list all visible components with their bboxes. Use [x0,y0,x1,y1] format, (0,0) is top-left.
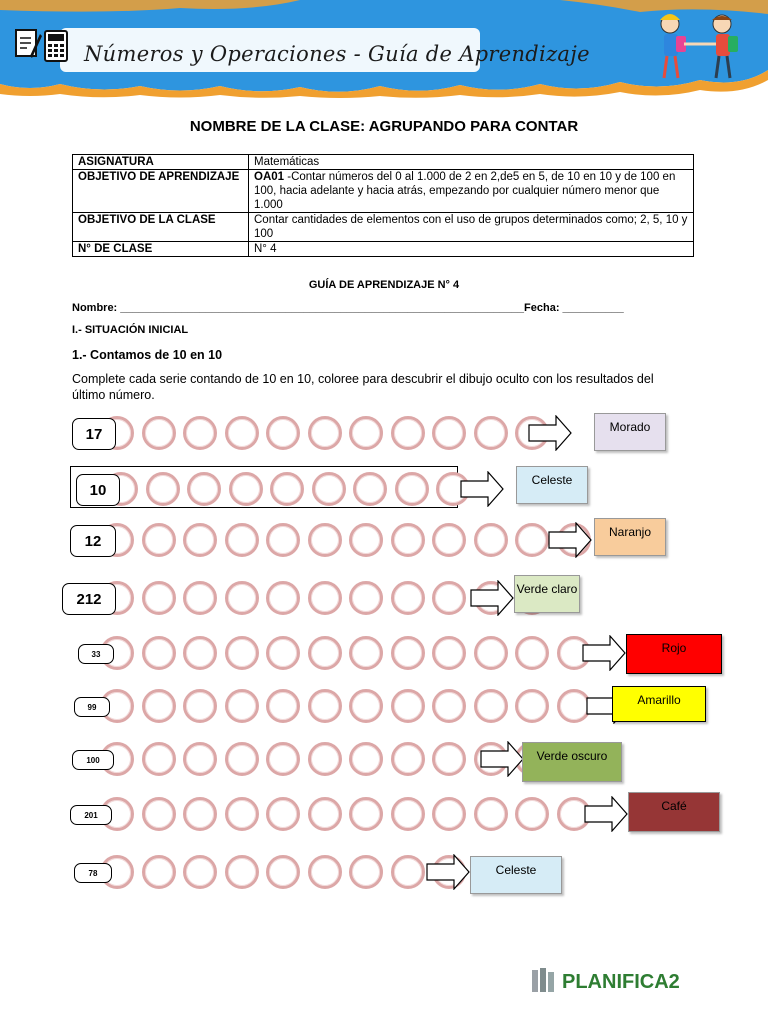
answer-circle[interactable] [391,523,425,557]
planifica2-logo [530,964,710,996]
answer-circle[interactable] [312,472,346,506]
header-title: Números y Operaciones - Guía de Aprendizaje [84,42,590,66]
answer-circle[interactable] [183,689,217,723]
answer-circle[interactable] [229,472,263,506]
answer-circle[interactable] [349,581,383,615]
answer-circle[interactable] [474,636,508,670]
subsection-heading: 1.- Contamos de 10 en 10 [72,348,223,362]
right-arrow-icon [528,415,572,451]
right-arrow-icon [584,796,628,832]
series-start-number: 100 [72,750,114,770]
answer-circle[interactable] [183,523,217,557]
answer-circle[interactable] [515,689,549,723]
answer-circle[interactable] [183,416,217,450]
answer-circle[interactable] [391,797,425,831]
answer-circle[interactable] [349,636,383,670]
answer-circle[interactable] [349,689,383,723]
answer-circle[interactable] [349,416,383,450]
answer-circle[interactable] [432,636,466,670]
worksheet-icon [14,26,42,60]
answer-circle[interactable] [266,416,300,450]
answer-circle[interactable] [308,636,342,670]
color-key-box: Celeste [470,856,562,894]
answer-circle[interactable] [349,742,383,776]
series-start-number: 17 [72,418,116,450]
oa-text: -Contar números del 0 al 1.000 de 2 en 2,de5 en 5, de 10 en 10 y de 100 en 100, hacia adelante y hacia atrás, empezando por cualquier número menor que 1.000 [254,171,676,211]
answer-circle[interactable] [391,416,425,450]
right-arrow-icon [460,471,504,507]
answer-circle[interactable] [266,523,300,557]
series-start-number: 99 [74,697,110,717]
answer-circle[interactable] [432,689,466,723]
series-start-number: 78 [74,863,112,883]
color-key-box: Café [628,792,720,832]
answer-circle[interactable] [474,523,508,557]
info-key: ASIGNATURA [73,155,249,170]
answer-circle[interactable] [225,742,259,776]
answer-circle[interactable] [270,472,304,506]
calculator-icon [44,30,68,62]
answer-circle[interactable] [432,797,466,831]
answer-circle[interactable] [142,523,176,557]
answer-circle[interactable] [308,416,342,450]
guia-title: GUÍA DE APRENDIZAJE N° 4 [308,279,460,291]
info-value: Matemáticas [249,155,694,170]
color-key-box: Verde oscuro [522,742,622,782]
answer-circle[interactable] [225,416,259,450]
info-key: N° DE CLASE [73,242,249,257]
info-table [72,154,694,257]
answer-circle[interactable] [515,523,549,557]
answer-circle[interactable] [474,689,508,723]
answer-circle[interactable] [395,472,429,506]
series-start-number: 10 [76,474,120,506]
info-row [73,170,694,213]
info-value [249,170,694,213]
answer-circle[interactable] [225,523,259,557]
right-arrow-icon [480,741,524,777]
answer-circle[interactable] [142,797,176,831]
answer-circle[interactable] [266,581,300,615]
answer-circle[interactable] [391,689,425,723]
answer-circle[interactable] [142,581,176,615]
color-key-box: Morado [594,413,666,451]
answer-circle[interactable] [225,636,259,670]
answer-circle[interactable] [432,523,466,557]
answer-circle[interactable] [391,581,425,615]
info-key: OBJETIVO DE APRENDIZAJE [73,170,249,213]
color-key-box: Naranjo [594,518,666,556]
section-heading: I.- SITUACIÓN INICIAL [72,324,189,336]
right-arrow-icon [426,854,470,890]
answer-circle[interactable] [308,581,342,615]
answer-circle[interactable] [142,742,176,776]
series-start-number: 201 [70,805,112,825]
answer-circle[interactable] [308,523,342,557]
color-key-box: Celeste [516,466,588,504]
answer-circle[interactable] [308,742,342,776]
info-row [73,213,694,242]
answer-circle[interactable] [391,636,425,670]
series-start-number: 33 [78,644,114,664]
kids-illustration-icon [640,8,756,86]
answer-circle[interactable] [183,855,217,889]
answer-circle[interactable] [183,581,217,615]
instructions: Complete cada serie contando de 10 en 10, coloree para descubrir el dibujo oculto con los resultados del último número. [72,372,654,402]
class-title: NOMBRE DE LA CLASE: AGRUPANDO PARA CONTAR [189,118,579,135]
right-arrow-icon [548,522,592,558]
answer-circle[interactable] [142,636,176,670]
color-key-box: Verde claro [514,575,580,613]
answer-circle[interactable] [225,797,259,831]
answer-circle[interactable] [225,855,259,889]
answer-circle[interactable] [266,636,300,670]
answer-circle[interactable] [183,742,217,776]
answer-circle[interactable] [142,855,176,889]
footer-logo-text: PLANIFICA2 [562,971,680,993]
answer-circle[interactable] [353,472,387,506]
info-value: Contar cantidades de elementos con el uso de grupos determinados como; 2, 5, 10 y 100 [249,213,694,242]
right-arrow-icon [582,635,626,671]
answer-circle[interactable] [515,797,549,831]
answer-circle[interactable] [142,416,176,450]
header-banner [0,0,768,100]
answer-circle[interactable] [266,742,300,776]
answer-circle[interactable] [187,472,221,506]
answer-circle[interactable] [474,797,508,831]
answer-circle[interactable] [391,742,425,776]
answer-circle[interactable] [225,581,259,615]
answer-circle[interactable] [146,472,180,506]
nombre-fecha-line[interactable]: Nombre: __________________________________________________________________Fecha: __________ [72,302,624,314]
answer-circle[interactable] [349,523,383,557]
answer-circle[interactable] [391,855,425,889]
answer-circle[interactable] [183,797,217,831]
answer-circle[interactable] [474,416,508,450]
answer-circle[interactable] [349,797,383,831]
oa-code: OA01 [254,171,285,183]
answer-circle[interactable] [349,855,383,889]
answer-circle[interactable] [308,855,342,889]
answer-circle[interactable] [266,689,300,723]
answer-circle[interactable] [266,797,300,831]
right-arrow-icon [470,580,514,616]
color-key-box: Amarillo [612,686,706,722]
info-key: OBJETIVO DE LA CLASE [73,213,249,242]
info-row [73,242,694,257]
info-row [73,155,694,170]
series-start-number: 12 [70,525,116,557]
answer-circle[interactable] [142,689,176,723]
answer-circle[interactable] [432,742,466,776]
answer-circle[interactable] [515,636,549,670]
color-key-box: Rojo [626,634,722,674]
answer-circle[interactable] [225,689,259,723]
answer-circle[interactable] [183,636,217,670]
answer-circle[interactable] [308,689,342,723]
info-value: N° 4 [249,242,694,257]
answer-circle[interactable] [308,797,342,831]
answer-circle[interactable] [432,581,466,615]
series-start-number: 212 [62,583,116,615]
answer-circle[interactable] [432,416,466,450]
answer-circle[interactable] [266,855,300,889]
